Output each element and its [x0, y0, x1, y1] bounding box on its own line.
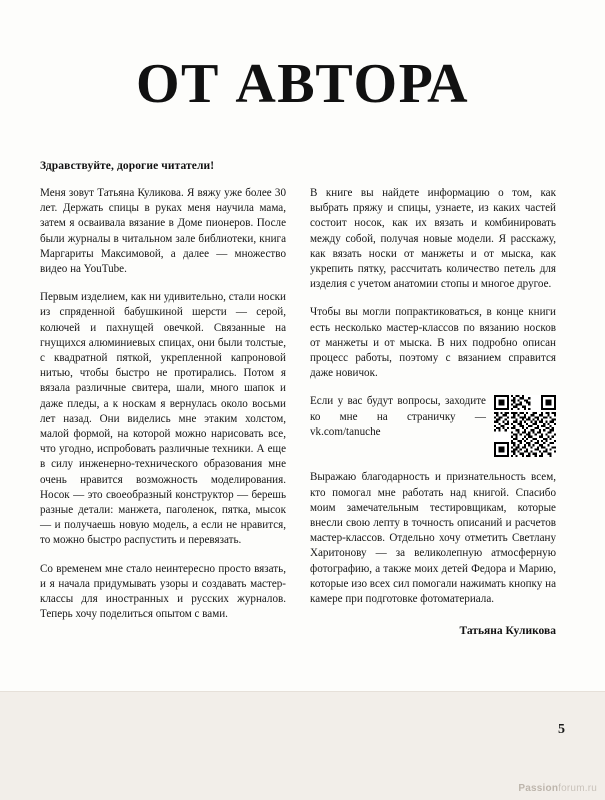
paragraph: Меня зовут Татьяна Куликова. Я вяжу уже более 30 лет. Держать спицы в руках меня научила мама, затем я осваивала вязание в Доме пионеров. После были журналы в читальном зале библиотеки, книга Маргариты Максимовой, а далее — множество видео на YouTube. — [40, 187, 286, 276]
paragraph: В книге вы найдете информацию о том, как выбрать пряжу и спицы, узнаете, из каких частей состоит носок, как их вязать и комбинировать между собой, получая новые модели. Я расскажу, как вязать носки от манжеты и от мыска, как укрепить пятку, рассчитать количество петель для изделия с учетом анатомии стопы и многое другое. — [310, 187, 556, 291]
paragraph: Со временем мне стало неинтересно просто вязать, и я начала придумывать узоры и создавать мастер-классы для иностранных и русских журналов. Теперь хочу поделиться опытом с вами. — [40, 562, 286, 621]
paragraph: Если у вас будут вопросы, заходите ко мне на страничку — vk.com/tanuche — [310, 395, 486, 438]
paragraph: Чтобы вы могли попрактиковаться, в конце книги есть несколько мастер-классов по вязанию носков от манжеты и от мыска. В них подробно описан процесс работы, поэтому с вязанием справится даже новичок. — [310, 306, 556, 380]
paragraph: Первым изделием, как ни удивительно, стали носки из спряденной бабушкиной шерсти — серой, колючей и пахнущей овечкой. Связанные на гнущихся алюминиевых спицах, они были толстые, с квадратной пяткой, укрепленной капроновой нитью, чтобы быстро не протирались. Потом я вязала различные свитера, шали, много шапок и даже пледы, а к носкам я вернулась около восьми лет назад. Они виделись мне этаким холстом, малой формой, на которой можно нарисовать все, что угодно, испробовать различные техники. А еще в силу инженерно-технического образования мне очень нравится возможность моделирования. Носок — это своеобразный конструктор — берешь разные детали: манжета, паголенок, пятка, мысок — и получаешь новую модель, а если не нравится, то можно быстро распустить и перевязать. — [40, 291, 286, 547]
left-column — [40, 186, 286, 637]
qr-contact-block — [310, 394, 556, 457]
right-column — [310, 186, 556, 637]
greeting-line: Здравствуйте, дорогие читатели! — [40, 160, 215, 172]
page-title: ОТ АВТОРА — [135, 53, 470, 115]
paragraph: Выражаю благодарность и признательность всем, кто помогал мне работать над книгой. Спасибо моим замечательным тестировщикам, которые внесли свою лепту в точность описаний и расчетов мастер-классов. Отдельно хочу отметить Светлану Харитонову — за великолепную атмосферную фотографию, а также моих детей Федора и Марию, которые изо всех сил помогали нажимать кнопку на камере при подготовке фотоматериала. — [310, 471, 556, 606]
watermark-suffix: forum.ru — [558, 783, 597, 794]
two-column-layout — [40, 186, 565, 637]
page-number: 5 — [558, 722, 565, 737]
author-signature: Татьяна Куликова — [459, 625, 556, 638]
watermark-prefix: Passion — [518, 783, 559, 794]
qr-code-icon[interactable] — [494, 395, 556, 457]
site-watermark — [518, 783, 597, 794]
